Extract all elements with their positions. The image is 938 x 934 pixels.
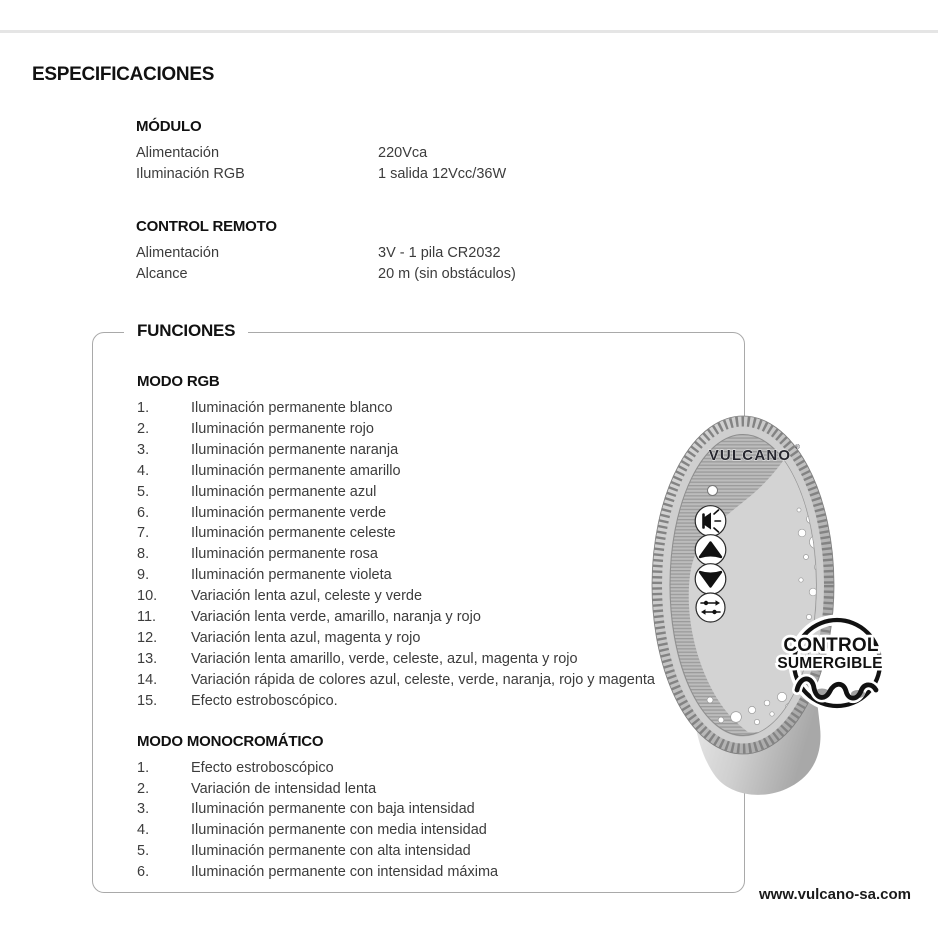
spec-section-title: MÓDULO: [136, 118, 202, 135]
item-number: 9.: [137, 567, 150, 584]
specs-block: [136, 118, 656, 318]
mode-title: MODO RGB: [137, 373, 220, 390]
item-number: 2.: [137, 780, 150, 797]
website-url: www.vulcano-sa.com: [759, 886, 911, 903]
item-text: Iluminación permanente con baja intensidad: [191, 801, 475, 818]
item-text: Iluminación permanente con alta intensidad: [191, 843, 471, 860]
spec-value: 20 m (sin obstáculos): [378, 266, 516, 282]
item-text: Iluminación permanente con media intensidad: [191, 822, 487, 839]
item-text: Iluminación permanente amarillo: [191, 462, 401, 479]
funciones-title: FUNCIONES: [124, 321, 248, 341]
item-number: 5.: [137, 483, 150, 500]
spec-value: 1 salida 12Vcc/36W: [378, 166, 507, 182]
item-number: 5.: [137, 843, 150, 860]
spec-row: [136, 243, 656, 264]
item-text: Iluminación permanente con intensidad máxima: [191, 864, 499, 881]
item-number: 6.: [137, 504, 150, 521]
item-text: Variación lenta azul, magenta y rojo: [191, 629, 421, 646]
brand-logo: VULCANO: [708, 447, 792, 464]
item-text: Iluminación permanente naranja: [191, 441, 399, 458]
item-number: 2.: [137, 420, 150, 437]
item-text: Variación rápida de colores azul, celeste, verde, naranja, rojo y magenta: [191, 671, 655, 688]
top-divider: [0, 30, 938, 33]
mode-title: MODO MONOCROMÁTICO: [137, 732, 324, 750]
item-text: Variación lenta amarillo, verde, celeste, azul, magenta y rojo: [191, 650, 578, 667]
light-button: [695, 506, 726, 537]
item-text: Iluminación permanente verde: [191, 504, 387, 521]
item-text: Iluminación permanente azul: [191, 483, 377, 500]
badge-line1: CONTROL: [783, 635, 879, 656]
item-number: 12.: [137, 629, 158, 646]
item-number: 1.: [137, 759, 150, 776]
spec-row: [136, 143, 656, 164]
registered-mark: ®: [795, 444, 800, 451]
item-text: Iluminación permanente celeste: [191, 525, 396, 542]
adjust-button: [696, 593, 725, 622]
item-number: 4.: [137, 822, 150, 839]
remote-illustration: [600, 400, 938, 825]
up-button: [695, 535, 726, 566]
list-item: [137, 862, 728, 883]
item-text: Iluminación permanente rosa: [191, 546, 378, 563]
item-number: 10.: [137, 588, 158, 605]
spec-row: [136, 164, 656, 185]
item-text: Variación de intensidad lenta: [191, 780, 377, 797]
item-text: Variación lenta verde, amarillo, naranja y rojo: [191, 609, 481, 626]
spec-value: 3V - 1 pila CR2032: [378, 245, 501, 261]
item-text: Iluminación permanente blanco: [191, 400, 393, 416]
item-number: 15.: [137, 692, 158, 709]
spec-label: Alimentación: [136, 145, 220, 161]
spec-section: [136, 218, 656, 285]
down-button: [695, 564, 726, 595]
page-title: ESPECIFICACIONES: [32, 64, 215, 85]
list-item: [137, 841, 728, 862]
item-text: Iluminación permanente violeta: [191, 567, 392, 584]
item-number: 3.: [137, 441, 150, 458]
item-number: 1.: [137, 400, 150, 416]
item-number: 13.: [137, 650, 158, 667]
item-number: 6.: [137, 864, 150, 881]
spec-value: 220Vca: [378, 145, 428, 161]
spec-label: Alimentación: [136, 245, 220, 261]
spec-section-title: CONTROL REMOTO: [136, 218, 277, 235]
spec-label: Alcance: [136, 266, 188, 282]
spec-row: [136, 264, 656, 285]
item-number: 8.: [137, 546, 150, 563]
item-text: Iluminación permanente rojo: [191, 420, 374, 437]
item-text: Efecto estroboscópico.: [191, 692, 338, 709]
item-number: 7.: [137, 525, 150, 542]
item-number: 4.: [137, 462, 150, 479]
spec-label: Iluminación RGB: [136, 166, 245, 182]
spec-section: [136, 118, 656, 185]
item-number: 11.: [137, 609, 157, 626]
led-indicator: [708, 486, 718, 496]
badge-line2: SUMERGIBLE: [777, 655, 883, 672]
item-text: Variación lenta azul, celeste y verde: [191, 588, 423, 605]
item-number: 3.: [137, 801, 150, 818]
item-text: Efecto estroboscópico: [191, 759, 334, 776]
item-number: 14.: [137, 671, 158, 688]
